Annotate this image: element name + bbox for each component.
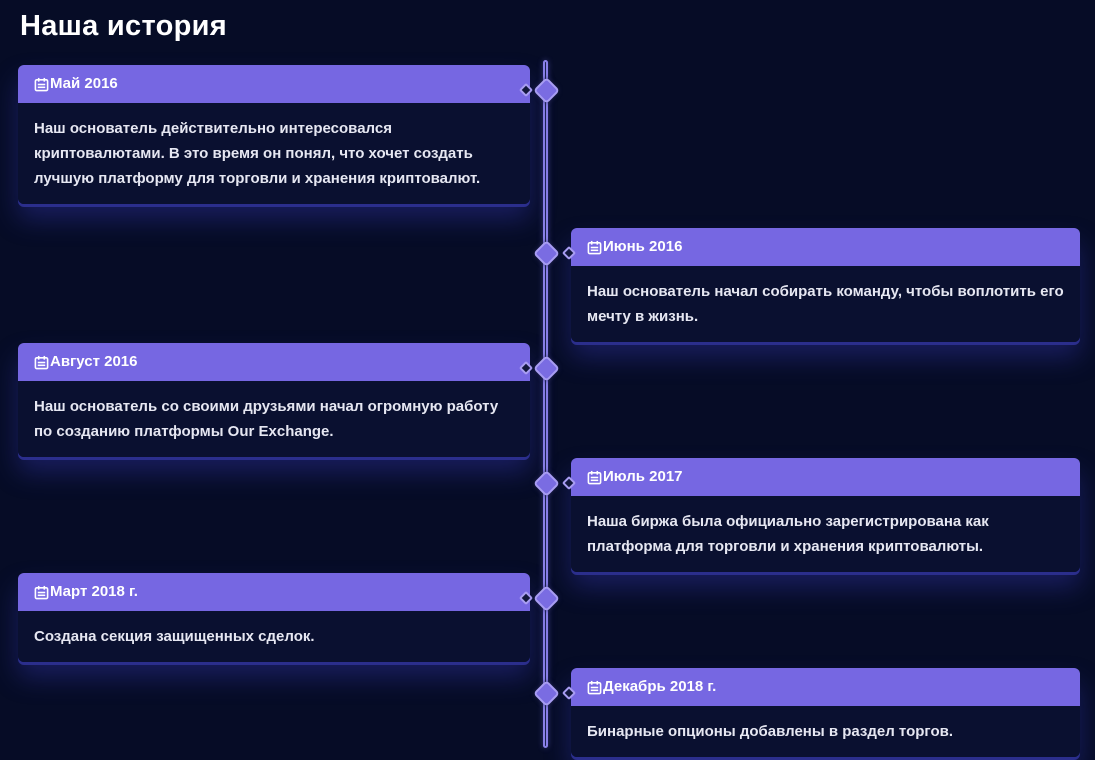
timeline-card-header — [571, 228, 1080, 266]
timeline-card-text: Бинарные опционы добавлены в раздел торгов. — [571, 706, 1080, 757]
timeline-vertical-line — [543, 60, 548, 748]
timeline-card-header — [18, 343, 530, 381]
calendar-icon — [587, 680, 602, 695]
timeline-date-label: Март 2018 г. — [50, 583, 138, 600]
timeline-marker-diamond-icon — [533, 585, 560, 612]
timeline-card-text: Создана секция защищенных сделок. — [18, 611, 530, 662]
calendar-icon — [587, 240, 602, 255]
timeline-date-label: Июль 2017 — [603, 468, 683, 485]
calendar-icon — [34, 585, 49, 600]
timeline-date-label: Июнь 2016 — [603, 238, 683, 255]
timeline-card-text: Наш основатель со своими друзьями начал огромную работу по созданию платформы Our Exchange. — [18, 381, 530, 457]
timeline-marker-diamond-icon — [533, 240, 560, 267]
timeline-card-text: Наша биржа была официально зарегистрирована как платформа для торговли и хранения криптовалюты. — [571, 496, 1080, 572]
timeline-card — [571, 668, 1080, 757]
calendar-icon — [34, 355, 49, 370]
timeline-marker-diamond-icon — [533, 77, 560, 104]
calendar-icon — [587, 470, 602, 485]
timeline-card-text: Наш основатель действительно интересовался криптовалютами. В это время он понял, что хочет создать лучшую платформу для торговли и хранения криптовалют. — [18, 103, 530, 204]
timeline-marker-diamond-icon — [533, 470, 560, 497]
timeline-card — [18, 573, 530, 662]
timeline-marker-diamond-icon — [533, 355, 560, 382]
timeline-date-label: Декабрь 2018 г. — [603, 678, 717, 695]
calendar-icon — [34, 77, 49, 92]
timeline-card — [571, 458, 1080, 572]
page-title: Наша история — [20, 10, 227, 42]
timeline-date-label: Май 2016 — [50, 75, 118, 92]
timeline-card — [18, 343, 530, 457]
timeline-card — [571, 228, 1080, 342]
timeline-date-label: Август 2016 — [50, 353, 138, 370]
timeline-card — [18, 65, 530, 204]
timeline-card-header — [571, 668, 1080, 706]
timeline-card-text: Наш основатель начал собирать команду, чтобы воплотить его мечту в жизнь. — [571, 266, 1080, 342]
timeline-card-header — [18, 65, 530, 103]
timeline-marker-diamond-icon — [533, 680, 560, 707]
timeline-card-header — [18, 573, 530, 611]
timeline-card-header — [571, 458, 1080, 496]
